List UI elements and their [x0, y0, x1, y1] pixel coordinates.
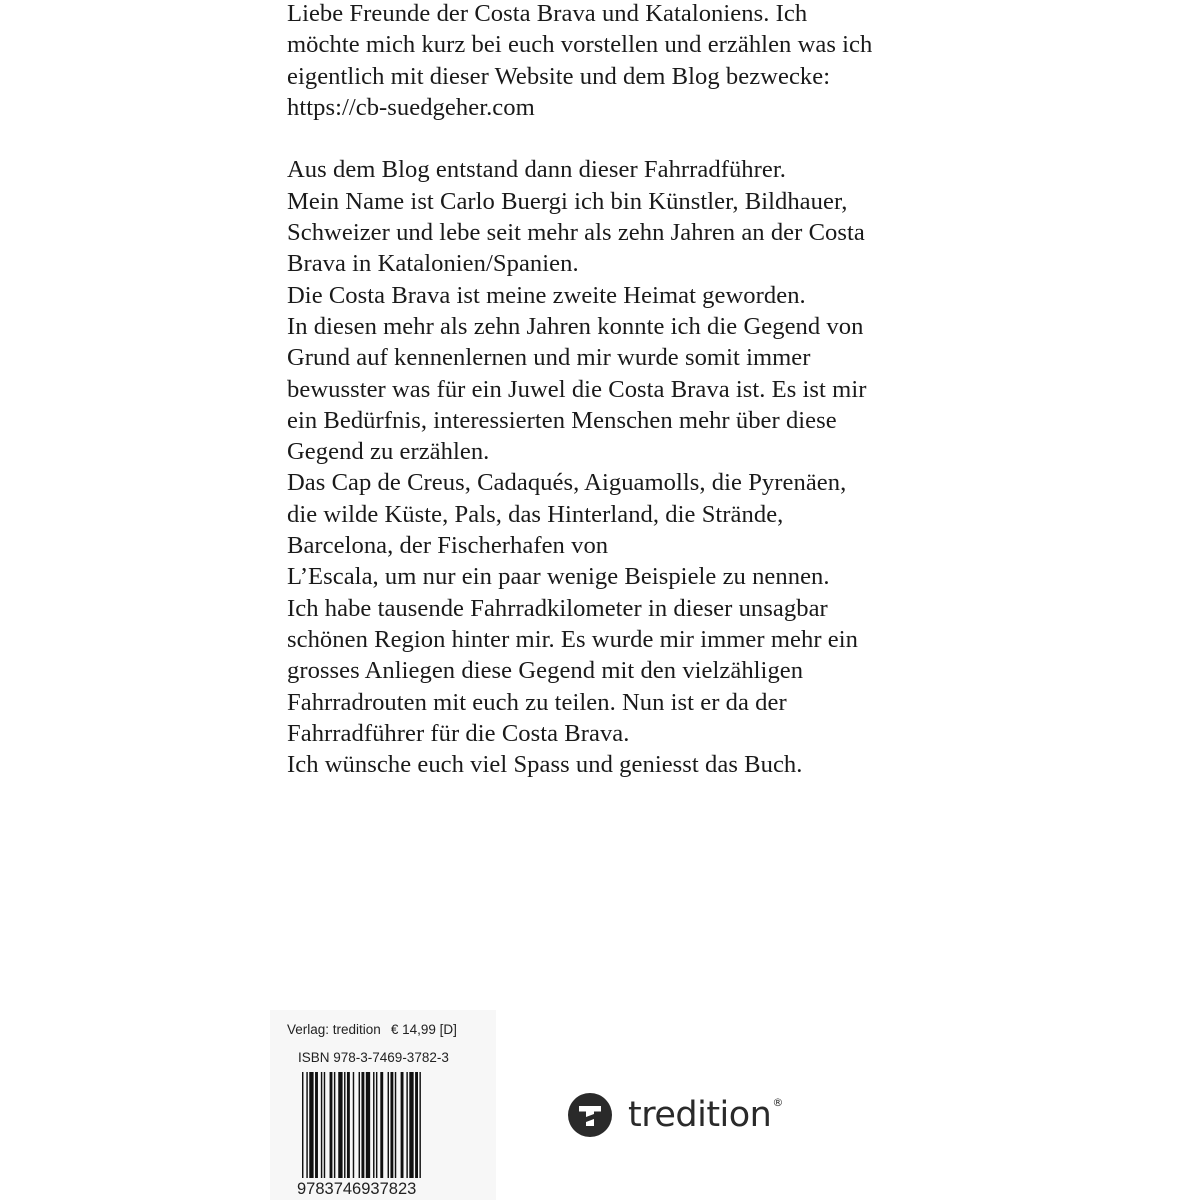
tredition-t-icon [568, 1093, 612, 1137]
text-line: grosses Anliegen diese Gegend mit den vielzähligen [287, 657, 804, 685]
text-line: In diesen mehr als zehn Jahren konnte ich die Gegend von [287, 312, 864, 340]
text-line: Gegend zu erzählen. [287, 438, 490, 466]
text-line: bewusster was für ein Juwel die Costa Brava ist. Es ist mir [287, 375, 867, 403]
barcode-icon [270, 1072, 496, 1178]
tredition-logo [568, 1092, 783, 1138]
text-line: Aus dem Blog entstand dann dieser Fahrradführer. [287, 156, 786, 184]
text-line: Ich wünsche euch viel Spass und geniesst das Buch. [287, 751, 803, 779]
text-line: Ich habe tausende Fahrradkilometer in dieser unsagbar [287, 594, 828, 622]
text-line: Brava in Katalonien/Spanien. [287, 250, 579, 278]
text-line: die wilde Küste, Pals, das Hinterland, die Strände, [287, 500, 784, 528]
text-line: Fahrradrouten mit euch zu teilen. Nun ist er da der [287, 688, 787, 716]
price-label: € 14,99 [D] [390, 1022, 457, 1037]
text-line: Die Costa Brava ist meine zweite Heimat geworden. [287, 281, 806, 309]
text-line: https://cb-suedgeher.com [287, 93, 535, 121]
text-line: Barcelona, der Fischerhafen von [287, 532, 609, 560]
publisher-label: Verlag: tredition [287, 1022, 381, 1037]
paragraph-gap [287, 123, 967, 154]
logo-wordmark-text: tredition [628, 1095, 772, 1135]
barcode-box [270, 1010, 496, 1200]
text-line: L’Escala, um nur ein paar wenige Beispiele zu nennen. [287, 563, 830, 591]
logo-wordmark [628, 1095, 783, 1135]
isbn-label: ISBN 978-3-7469-3782-3 [298, 1050, 449, 1065]
text-line: Schweizer und lebe seit mehr als zehn Jahren an der Costa [287, 219, 865, 247]
back-cover-text [287, 0, 967, 780]
text-line: schönen Region hinter mir. Es wurde mir immer mehr ein [287, 625, 858, 653]
publisher-price-line [287, 1022, 457, 1037]
text-line: Mein Name ist Carlo Buergi ich bin Künstler, Bildhauer, [287, 187, 848, 215]
text-line: Das Cap de Creus, Cadaqués, Aiguamolls, die Pyrenäen, [287, 469, 847, 497]
trademark-symbol: ® [772, 1096, 783, 1109]
text-line: möchte mich kurz bei euch vorstellen und erzählen was ich [287, 31, 873, 59]
ean-digits: 9783746937823 [297, 1180, 417, 1198]
text-line: Fahrradführer für die Costa Brava. [287, 719, 630, 747]
text-line: ein Bedürfnis, interessierten Menschen mehr über diese [287, 406, 837, 434]
text-line: Liebe Freunde der Costa Brava und Kataloniens. Ich [287, 0, 808, 27]
text-line: Grund auf kennenlernen und mir wurde somit immer [287, 344, 811, 372]
text-line: eigentlich mit dieser Website und dem Blog bezwecke: [287, 62, 831, 90]
